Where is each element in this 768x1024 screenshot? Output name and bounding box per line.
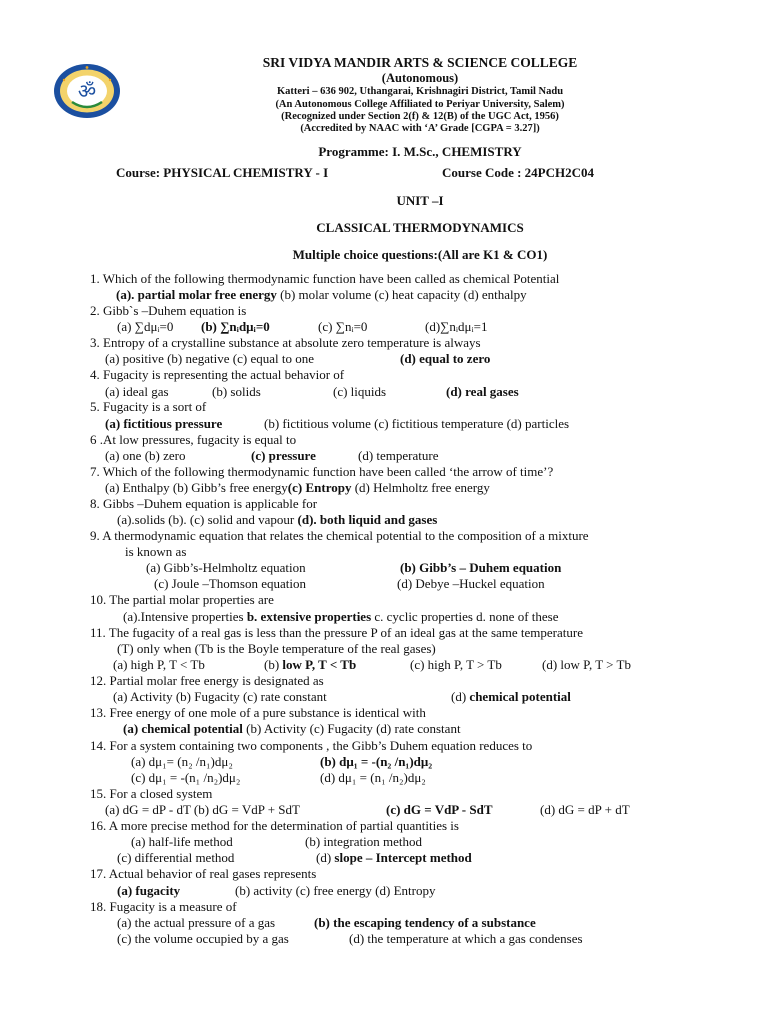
question-13: 13. Free energy of one mole of a pure substance is identical with: [90, 705, 426, 720]
question-8: 8. Gibbs –Duhem equation is applicable for: [90, 496, 318, 511]
answer-12: chemical potential: [469, 689, 571, 704]
course-code: Course Code : 24PCH2C04: [442, 165, 595, 180]
mcq-heading: Multiple choice questions:(All are K1 & CO1): [292, 247, 548, 262]
question-4: 4. Fugacity is representing the actual behavior of: [90, 367, 345, 382]
option-2d: (d)∑nᵢdμᵢ=1: [425, 319, 488, 334]
option-14a: (a) dμ₁= (n₂ /n₁)dμ₂: [131, 754, 233, 769]
option-6d: (d) temperature: [358, 448, 439, 463]
question-18: 18. Fugacity is a measure of: [90, 899, 237, 914]
answer-2: (b) ∑nᵢdμᵢ=0: [201, 319, 270, 334]
option-14d: (d) dμ₁ = (n₁ /n₂)dμ₂: [320, 770, 426, 785]
college-recognition: (Recognized under Section 2(f) & 12(B) of the UGC Act, 1956): [281, 111, 559, 122]
question-9: 9. A thermodynamic equation that relates the chemical potential to the composition of a mixture: [90, 528, 589, 543]
option-9a: (a) Gibb’s-Helmholtz equation: [146, 560, 306, 575]
college-seal-icon: [52, 62, 122, 120]
option-9d: (d) Debye –Huckel equation: [397, 576, 545, 591]
answer-15: (c) dG = VdP - SdT: [386, 802, 493, 817]
option-2c: (c) ∑nᵢ=0: [318, 319, 368, 334]
option-16a: (a) half-life method: [131, 834, 233, 849]
unit-heading: UNIT –I: [396, 193, 444, 208]
svg-text:ॐ: ॐ: [77, 79, 97, 103]
option-15d: (d) dG = dP + dT: [540, 802, 630, 817]
option-4a: (a) ideal gas: [105, 384, 169, 399]
question-15-options: (a) dG = dP - dT (b) dG = VdP + SdT: [105, 802, 300, 817]
course-title: Course: PHYSICAL CHEMISTRY - I: [116, 165, 329, 180]
answer-7: (c) Entropy: [287, 480, 352, 495]
answer-17: (a) fugacity: [117, 883, 181, 898]
question-10: 10. The partial molar properties are: [90, 592, 274, 607]
question-17: 17. Actual behavior of real gases represents: [90, 866, 317, 881]
option-11c: (c) high P, T > Tb: [410, 657, 502, 672]
question-15: 15. For a closed system: [90, 786, 213, 801]
question-9-cont: is known as: [125, 544, 187, 559]
answer-10: b. extensive properties: [246, 609, 372, 624]
question-7-options: (a) Enthalpy (b) Gibb’s free energy(c) Entropy (d) Helmholtz free energy: [105, 480, 490, 495]
answer-6: (c) pressure: [251, 448, 316, 463]
question-6: 6 .At low pressures, fugacity is equal to: [90, 432, 297, 447]
answer-9: (b) Gibb’s – Duhem equation: [400, 560, 562, 575]
college-accreditation: (Accredited by NAAC with ‘A’ Grade [CGPA = 3.27]): [300, 123, 540, 134]
programme-title: Programme: I. M.Sc., CHEMISTRY: [318, 144, 522, 159]
question-16: 16. A more precise method for the determination of partial quantities is: [90, 818, 459, 833]
question-11: 11. The fugacity of a real gas is less than the pressure P of an ideal gas at the same temperature: [90, 625, 583, 640]
answer-13: (a) chemical potential: [123, 721, 243, 736]
answer-16: slope – Intercept method: [334, 850, 472, 865]
question-2: 2. Gibb`s –Duhem equation is: [90, 303, 247, 318]
answer-3: (d) equal to zero: [400, 351, 491, 366]
college-name: SRI VIDYA MANDIR ARTS & SCIENCE COLLEGE: [262, 55, 578, 70]
question-5-options: (b) fictitious volume (c) fictitious temperature (d) particles: [264, 416, 570, 431]
option-18c: (c) the volume occupied by a gas: [117, 931, 289, 946]
question-12-d-label: (d) chemical potential: [451, 689, 571, 704]
question-12: 12. Partial molar free energy is designated as: [90, 673, 324, 688]
option-4c: (c) liquids: [333, 384, 387, 399]
option-16b: (b) integration method: [305, 834, 422, 849]
answer-18: (b) the escaping tendency of a substance: [314, 915, 536, 930]
option-14c: (c) dμ₁ = -(n₁ /n₂)dμ₂: [131, 770, 241, 785]
question-3-options: (a) positive (b) negative (c) equal to one: [105, 351, 314, 366]
answer-1: (a). partial molar free energy: [116, 287, 277, 302]
question-12-options: (a) Activity (b) Fugacity (c) rate constant: [113, 689, 327, 704]
option-2a: (a) ∑dμᵢ=0: [117, 319, 174, 334]
college-address: Katteri – 636 902, Uthangarai, Krishnagiri District, Tamil Nadu: [276, 86, 564, 97]
option-16c: (c) differential method: [117, 850, 235, 865]
question-14: 14. For a system containing two components , the Gibb’s Duhem equation reduces to: [90, 738, 533, 753]
answer-14: (b) dμ₁ = -(n₂ /n₁)dμ₂: [320, 754, 433, 769]
question-10-options: (a).Intensive properties b. extensive properties c. cyclic properties d. none of these: [123, 609, 559, 624]
option-18d: (d) the temperature at which a gas condenses: [349, 931, 583, 946]
question-1: 1. Which of the following thermodynamic function have been called as chemical Potential: [90, 271, 560, 286]
autonomous-label: (Autonomous): [381, 71, 459, 85]
chapter-title: CLASSICAL THERMODYNAMICS: [316, 220, 524, 235]
option-4b: (b) solids: [212, 384, 261, 399]
question-6-options: (a) one (b) zero: [105, 448, 186, 463]
option-11a: (a) high P, T < Tb: [113, 657, 205, 672]
question-17-options: (b) activity (c) free energy (d) Entropy: [235, 883, 436, 898]
question-1-options: (a). partial molar free energy (b) molar volume (c) heat capacity (d) enthalpy: [116, 287, 527, 302]
question-7: 7. Which of the following thermodynamic function have been called ‘the arrow of time’?: [90, 464, 554, 479]
question-13-options: (a) chemical potential (b) Activity (c) Fugacity (d) rate constant: [123, 721, 461, 736]
question-16-d-label: (d) slope – Intercept method: [316, 850, 472, 865]
college-affiliation: (An Autonomous College Affiliated to Periyar University, Salem): [275, 99, 565, 110]
question-11-cont: (T) only when (Tb is the Boyle temperature of the real gases): [117, 641, 436, 656]
answer-8: (d). both liquid and gases: [297, 512, 438, 527]
question-3: 3. Entropy of a crystalline substance at absolute zero temperature is always: [90, 335, 481, 350]
option-9c: (c) Joule –Thomson equation: [154, 576, 306, 591]
answer-5: (a) fictitious pressure: [105, 416, 223, 431]
question-8-options: (a).solids (b). (c) solid and vapour (d). both liquid and gases: [117, 512, 438, 527]
question-11-b-label: (b) low P, T < Tb: [264, 657, 357, 672]
answer-4: (d) real gases: [446, 384, 519, 399]
option-11d: (d) low P, T > Tb: [542, 657, 631, 672]
option-18a: (a) the actual pressure of a gas: [117, 915, 276, 930]
question-5: 5. Fugacity is a sort of: [90, 399, 207, 414]
answer-11: low P, T < Tb: [282, 657, 357, 672]
